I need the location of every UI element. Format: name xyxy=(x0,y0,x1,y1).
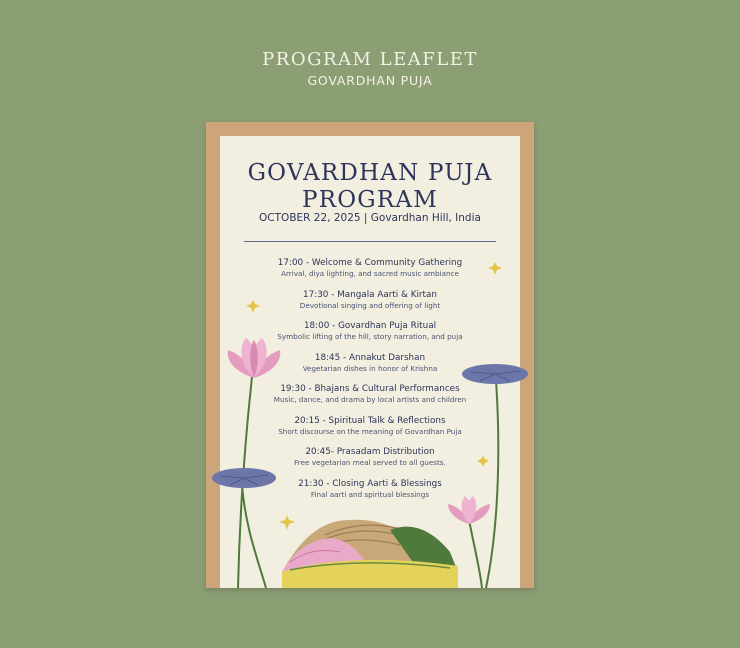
schedule-item-heading: 20:45- Prasadam Distribution xyxy=(305,447,435,457)
schedule-item-heading: 19:30 - Bhajans & Cultural Performances xyxy=(280,384,460,394)
schedule-item-description: Vegetarian dishes in honor of Krishna xyxy=(302,363,438,373)
schedule-item-description: Short discourse on the meaning of Govardhan Puja xyxy=(278,426,462,436)
schedule-item-description: Symbolic lifting of the hill, story narration, and puja xyxy=(277,332,463,341)
leaflet-card xyxy=(206,122,534,588)
schedule-item xyxy=(220,353,520,385)
schedule-item xyxy=(220,447,520,479)
page-header-subtitle: GOVARDHAN PUJA xyxy=(307,73,433,88)
schedule-item-description: Music, dance, and drama by local artists and children xyxy=(273,395,467,404)
leaflet-title-line2: PROGRAM xyxy=(302,187,438,213)
page-header-title: PROGRAM LEAFLET xyxy=(262,49,478,70)
date-location: OCTOBER 22, 2025 | Govardhan Hill, India xyxy=(259,212,481,224)
schedule-item-heading: 20:15 - Spiritual Talk & Reflections xyxy=(294,415,446,426)
schedule-item xyxy=(220,384,520,416)
schedule-item xyxy=(220,290,520,322)
schedule-item-description: Free vegetarian meal served to all guests. xyxy=(294,458,446,467)
leaflet-title-line1: GOVARDHAN PUJA xyxy=(247,160,493,186)
schedule-item-heading: 17:00 - Welcome & Community Gathering xyxy=(277,258,463,268)
schedule-item-heading: 17:30 - Mangala Aarti & Kirtan xyxy=(303,289,437,300)
schedule-item xyxy=(220,416,520,448)
schedule-item-description: Devotional singing and offering of light xyxy=(299,300,441,310)
schedule-item xyxy=(220,479,520,511)
schedule-item-description: Arrival, diya lighting, and sacred music ambiance xyxy=(281,269,459,278)
divider xyxy=(244,241,496,242)
schedule-item-heading: 21:30 - Closing Aarti & Blessings xyxy=(298,478,442,489)
schedule-list xyxy=(220,258,520,510)
schedule-item xyxy=(220,321,520,353)
schedule-item-description: Final aarti and spiritual blessings xyxy=(310,489,430,499)
schedule-item-heading: 18:00 - Govardhan Puja Ritual xyxy=(303,321,437,331)
schedule-item-heading: 18:45 - Annakut Darshan xyxy=(314,352,426,363)
leaflet-paper xyxy=(220,136,520,588)
schedule-item xyxy=(220,258,520,290)
